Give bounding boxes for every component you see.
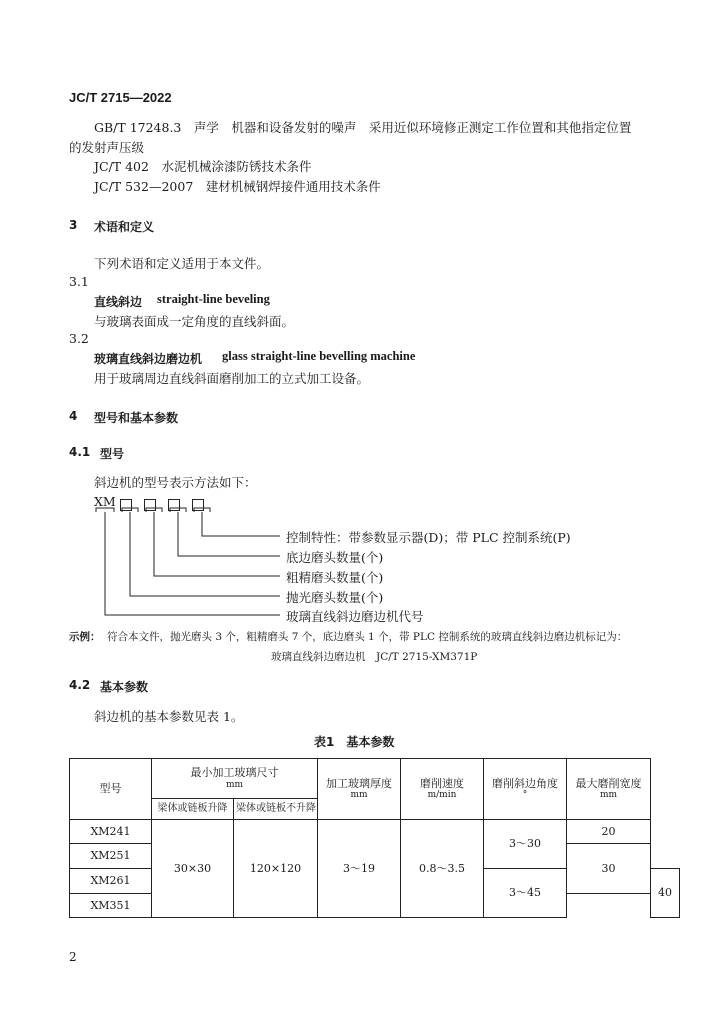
standard-code: JC/T 2715—2022 — [69, 90, 172, 105]
header-angle: 磨削斜边角度 ° — [484, 759, 567, 820]
header-width-unit: mm — [599, 790, 618, 801]
model-cell: XM241 — [70, 820, 152, 844]
model-cell: XM351 — [70, 894, 152, 918]
table-header-row — [70, 759, 680, 799]
example-label: 示例： — [69, 631, 101, 643]
model-cell: XM251 — [70, 844, 152, 869]
header-speed-unit: m/min — [427, 790, 457, 801]
table-caption: 表1 基本参数 — [314, 735, 395, 749]
header-model: 型号 — [70, 759, 152, 820]
term-3-1-definition: 与玻璃表面成一定角度的直线斜面。 — [94, 314, 295, 329]
header-min-size-unit: mm — [225, 779, 244, 790]
size-lifting-cell: 30×30 — [152, 820, 234, 918]
width-cell-b: 30 — [567, 844, 651, 894]
model-cell: XM261 — [70, 869, 152, 894]
reference-line-1: GB/T 17248.3 声学 机器和设备发射的噪声 采用近似环境修正测定工作位置和其他指定位置 — [94, 120, 632, 135]
angle-cell-a: 3～30 — [484, 820, 567, 869]
section-4-1-number: 4.1 — [69, 445, 91, 459]
model-format-intro: 斜边机的型号表示方法如下： — [94, 475, 257, 490]
reference-line-1-cont: 的发射声压级 — [69, 140, 145, 155]
term-3-1-chinese: 直线斜边 — [94, 295, 143, 309]
header-min-size: 最小加工玻璃尺寸 mm — [152, 759, 318, 799]
reference-line-3: JC/T 532—2007 建材机械钢焊接件通用技术条件 — [94, 179, 381, 194]
diagram-label-polish-heads: 抛光磨头数量(个) — [286, 590, 384, 605]
diagram-label-rough-heads: 粗精磨头数量(个) — [286, 570, 384, 585]
table-row — [70, 820, 680, 844]
section-3-intro: 下列术语和定义适用于本文件。 — [94, 256, 270, 271]
section-4-2-number: 4.2 — [69, 678, 91, 692]
example-text: 符合本文件，抛光磨头 3 个，粗精磨头 7 个，底边磨头 1 个，带 PLC 控制系统的玻璃直线斜边磨边机标记为： — [107, 631, 628, 643]
diagram-label-bottom-heads: 底边磨头数量(个) — [286, 550, 384, 565]
header-non-lifting: 梁体或链板不升降 — [234, 799, 318, 820]
section-4-number: 4 — [69, 409, 78, 423]
term-3-1-english: straight-line beveling — [157, 292, 270, 306]
page-number: 2 — [69, 950, 77, 964]
term-3-2-definition: 用于玻璃周边直线斜面磨削加工的立式加工设备。 — [94, 371, 370, 386]
header-width: 最大磨削宽度 mm — [567, 759, 651, 820]
section-4-title: 型号和基本参数 — [94, 411, 179, 425]
size-non-lifting-cell: 120×120 — [234, 820, 318, 918]
section-4-2-intro: 斜边机的基本参数见表 1。 — [94, 709, 244, 724]
diagram-label-machine-code: 玻璃直线斜边磨边机代号 — [286, 609, 424, 624]
angle-cell-b: 3～45 — [484, 869, 567, 918]
term-3-2-number: 3.2 — [69, 331, 89, 346]
model-code-prefix: XM — [94, 494, 116, 509]
width-cell-a: 20 — [567, 820, 651, 844]
section-4-2-title: 基本参数 — [100, 680, 149, 694]
header-angle-unit: ° — [522, 790, 528, 801]
header-lifting: 梁体或链板升降 — [152, 799, 234, 820]
width-cell-c: 40 — [651, 869, 680, 918]
example-mark: 玻璃直线斜边磨边机 JC/T 2715-XM371P — [271, 651, 478, 663]
section-3-title: 术语和定义 — [94, 220, 155, 234]
section-4-1-title: 型号 — [100, 447, 125, 461]
speed-cell: 0.8～3.5 — [401, 820, 484, 918]
term-3-1-number: 3.1 — [69, 274, 89, 289]
header-speed: 磨削速度 m/min — [401, 759, 484, 820]
header-thickness: 加工玻璃厚度 mm — [318, 759, 401, 820]
diagram-label-control: 控制特性：带参数显示器(D)；带 PLC 控制系统(P) — [286, 530, 571, 545]
term-3-2-chinese: 玻璃直线斜边磨边机 — [94, 352, 203, 366]
header-thickness-unit: mm — [350, 790, 368, 801]
thickness-cell: 3～19 — [318, 820, 401, 918]
section-3-number: 3 — [69, 218, 78, 232]
term-3-2-english: glass straight-line bevelling machine — [222, 349, 416, 363]
parameters-table — [69, 758, 680, 918]
reference-line-2: JC/T 402 水泥机械涂漆防锈技术条件 — [94, 159, 312, 174]
